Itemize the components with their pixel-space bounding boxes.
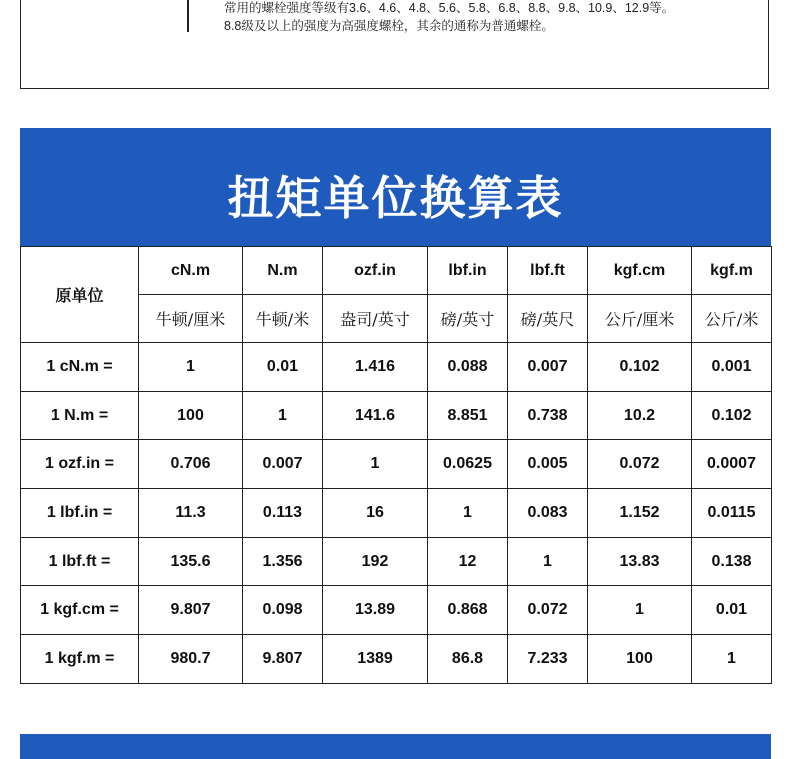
table-cell: 13.83	[588, 537, 692, 586]
header-row-units	[21, 247, 772, 295]
table-cell: 0.01	[243, 343, 323, 392]
table-cell: 7.233	[508, 635, 588, 684]
table-cell: 1	[139, 343, 243, 392]
table-cell: 0.102	[588, 343, 692, 392]
table-cell: 0.113	[243, 489, 323, 538]
row-label: 1 N.m =	[21, 391, 139, 440]
table-cell: 1	[243, 391, 323, 440]
table-cell: 0.001	[692, 343, 772, 392]
unit-name-header: 公斤/厘米	[588, 295, 692, 343]
table-cell: 141.6	[323, 391, 428, 440]
intro-line-2: 8.8级及以上的强度为高强度螺栓，其余的通称为普通螺栓。	[224, 19, 554, 33]
table-row	[21, 537, 772, 586]
unit-name-header: 盎司/英寸	[323, 295, 428, 343]
table-cell: 0.0115	[692, 489, 772, 538]
table-cell: 0.098	[243, 586, 323, 635]
table-cell: 0.102	[692, 391, 772, 440]
table-cell: 0.083	[508, 489, 588, 538]
table-row	[21, 440, 772, 489]
unit-header: lbf.in	[428, 247, 508, 295]
intro-line-1: 常用的螺栓强度等级有3.6、4.6、4.8、5.6、5.8、6.8、8.8、9.8、10.9、12.9等。	[224, 1, 675, 15]
row-label: 1 cN.m =	[21, 343, 139, 392]
table-cell: 1	[692, 635, 772, 684]
table-cell: 0.01	[692, 586, 772, 635]
table-cell: 0.868	[428, 586, 508, 635]
table-cell: 1.416	[323, 343, 428, 392]
table-cell: 10.2	[588, 391, 692, 440]
table-cell: 0.007	[243, 440, 323, 489]
table-cell: 9.807	[243, 635, 323, 684]
table-cell: 192	[323, 537, 428, 586]
table-cell: 9.807	[139, 586, 243, 635]
table-cell: 0.138	[692, 537, 772, 586]
unit-header: kgf.cm	[588, 247, 692, 295]
table-cell: 0.005	[508, 440, 588, 489]
table-cell: 980.7	[139, 635, 243, 684]
table-cell: 135.6	[139, 537, 243, 586]
unit-header: lbf.ft	[508, 247, 588, 295]
title-banner	[20, 128, 771, 246]
intro-text	[224, 0, 674, 35]
table-cell: 13.89	[323, 586, 428, 635]
unit-name-header: 牛顿/厘米	[139, 295, 243, 343]
row-label: 1 kgf.cm =	[21, 586, 139, 635]
unit-header: N.m	[243, 247, 323, 295]
table-row	[21, 343, 772, 392]
table-cell: 1.152	[588, 489, 692, 538]
unit-header: cN.m	[139, 247, 243, 295]
bottom-banner	[20, 734, 771, 759]
corner-label: 原单位	[21, 247, 139, 343]
table-cell: 0.007	[508, 343, 588, 392]
table-row	[21, 489, 772, 538]
table-row	[21, 586, 772, 635]
table-row	[21, 635, 772, 684]
intro-box	[20, 0, 769, 89]
table-cell: 0.0625	[428, 440, 508, 489]
table-cell: 100	[139, 391, 243, 440]
table-cell: 0.072	[588, 440, 692, 489]
row-label: 1 ozf.in =	[21, 440, 139, 489]
unit-name-header: 公斤/米	[692, 295, 772, 343]
table-cell: 0.088	[428, 343, 508, 392]
table-cell: 11.3	[139, 489, 243, 538]
table-cell: 0.0007	[692, 440, 772, 489]
table-cell: 12	[428, 537, 508, 586]
row-label: 1 lbf.ft =	[21, 537, 139, 586]
row-label: 1 kgf.m =	[21, 635, 139, 684]
unit-header: ozf.in	[323, 247, 428, 295]
table-cell: 0.706	[139, 440, 243, 489]
table-cell: 1	[508, 537, 588, 586]
table-cell: 16	[323, 489, 428, 538]
table-cell: 8.851	[428, 391, 508, 440]
table-cell: 86.8	[428, 635, 508, 684]
table-cell: 1389	[323, 635, 428, 684]
unit-name-header: 磅/英寸	[428, 295, 508, 343]
unit-name-header: 磅/英尺	[508, 295, 588, 343]
row-label: 1 lbf.in =	[21, 489, 139, 538]
table-cell: 1	[323, 440, 428, 489]
table-cell: 0.072	[508, 586, 588, 635]
table-cell: 1.356	[243, 537, 323, 586]
table-row	[21, 391, 772, 440]
unit-name-header: 牛顿/米	[243, 295, 323, 343]
table-cell: 100	[588, 635, 692, 684]
intro-divider	[187, 0, 189, 32]
unit-header: kgf.m	[692, 247, 772, 295]
torque-conversion-table	[20, 246, 772, 684]
table-cell: 1	[588, 586, 692, 635]
page-title: 扭矩单位换算表	[227, 171, 564, 225]
table-cell: 1	[428, 489, 508, 538]
table-cell: 0.738	[508, 391, 588, 440]
